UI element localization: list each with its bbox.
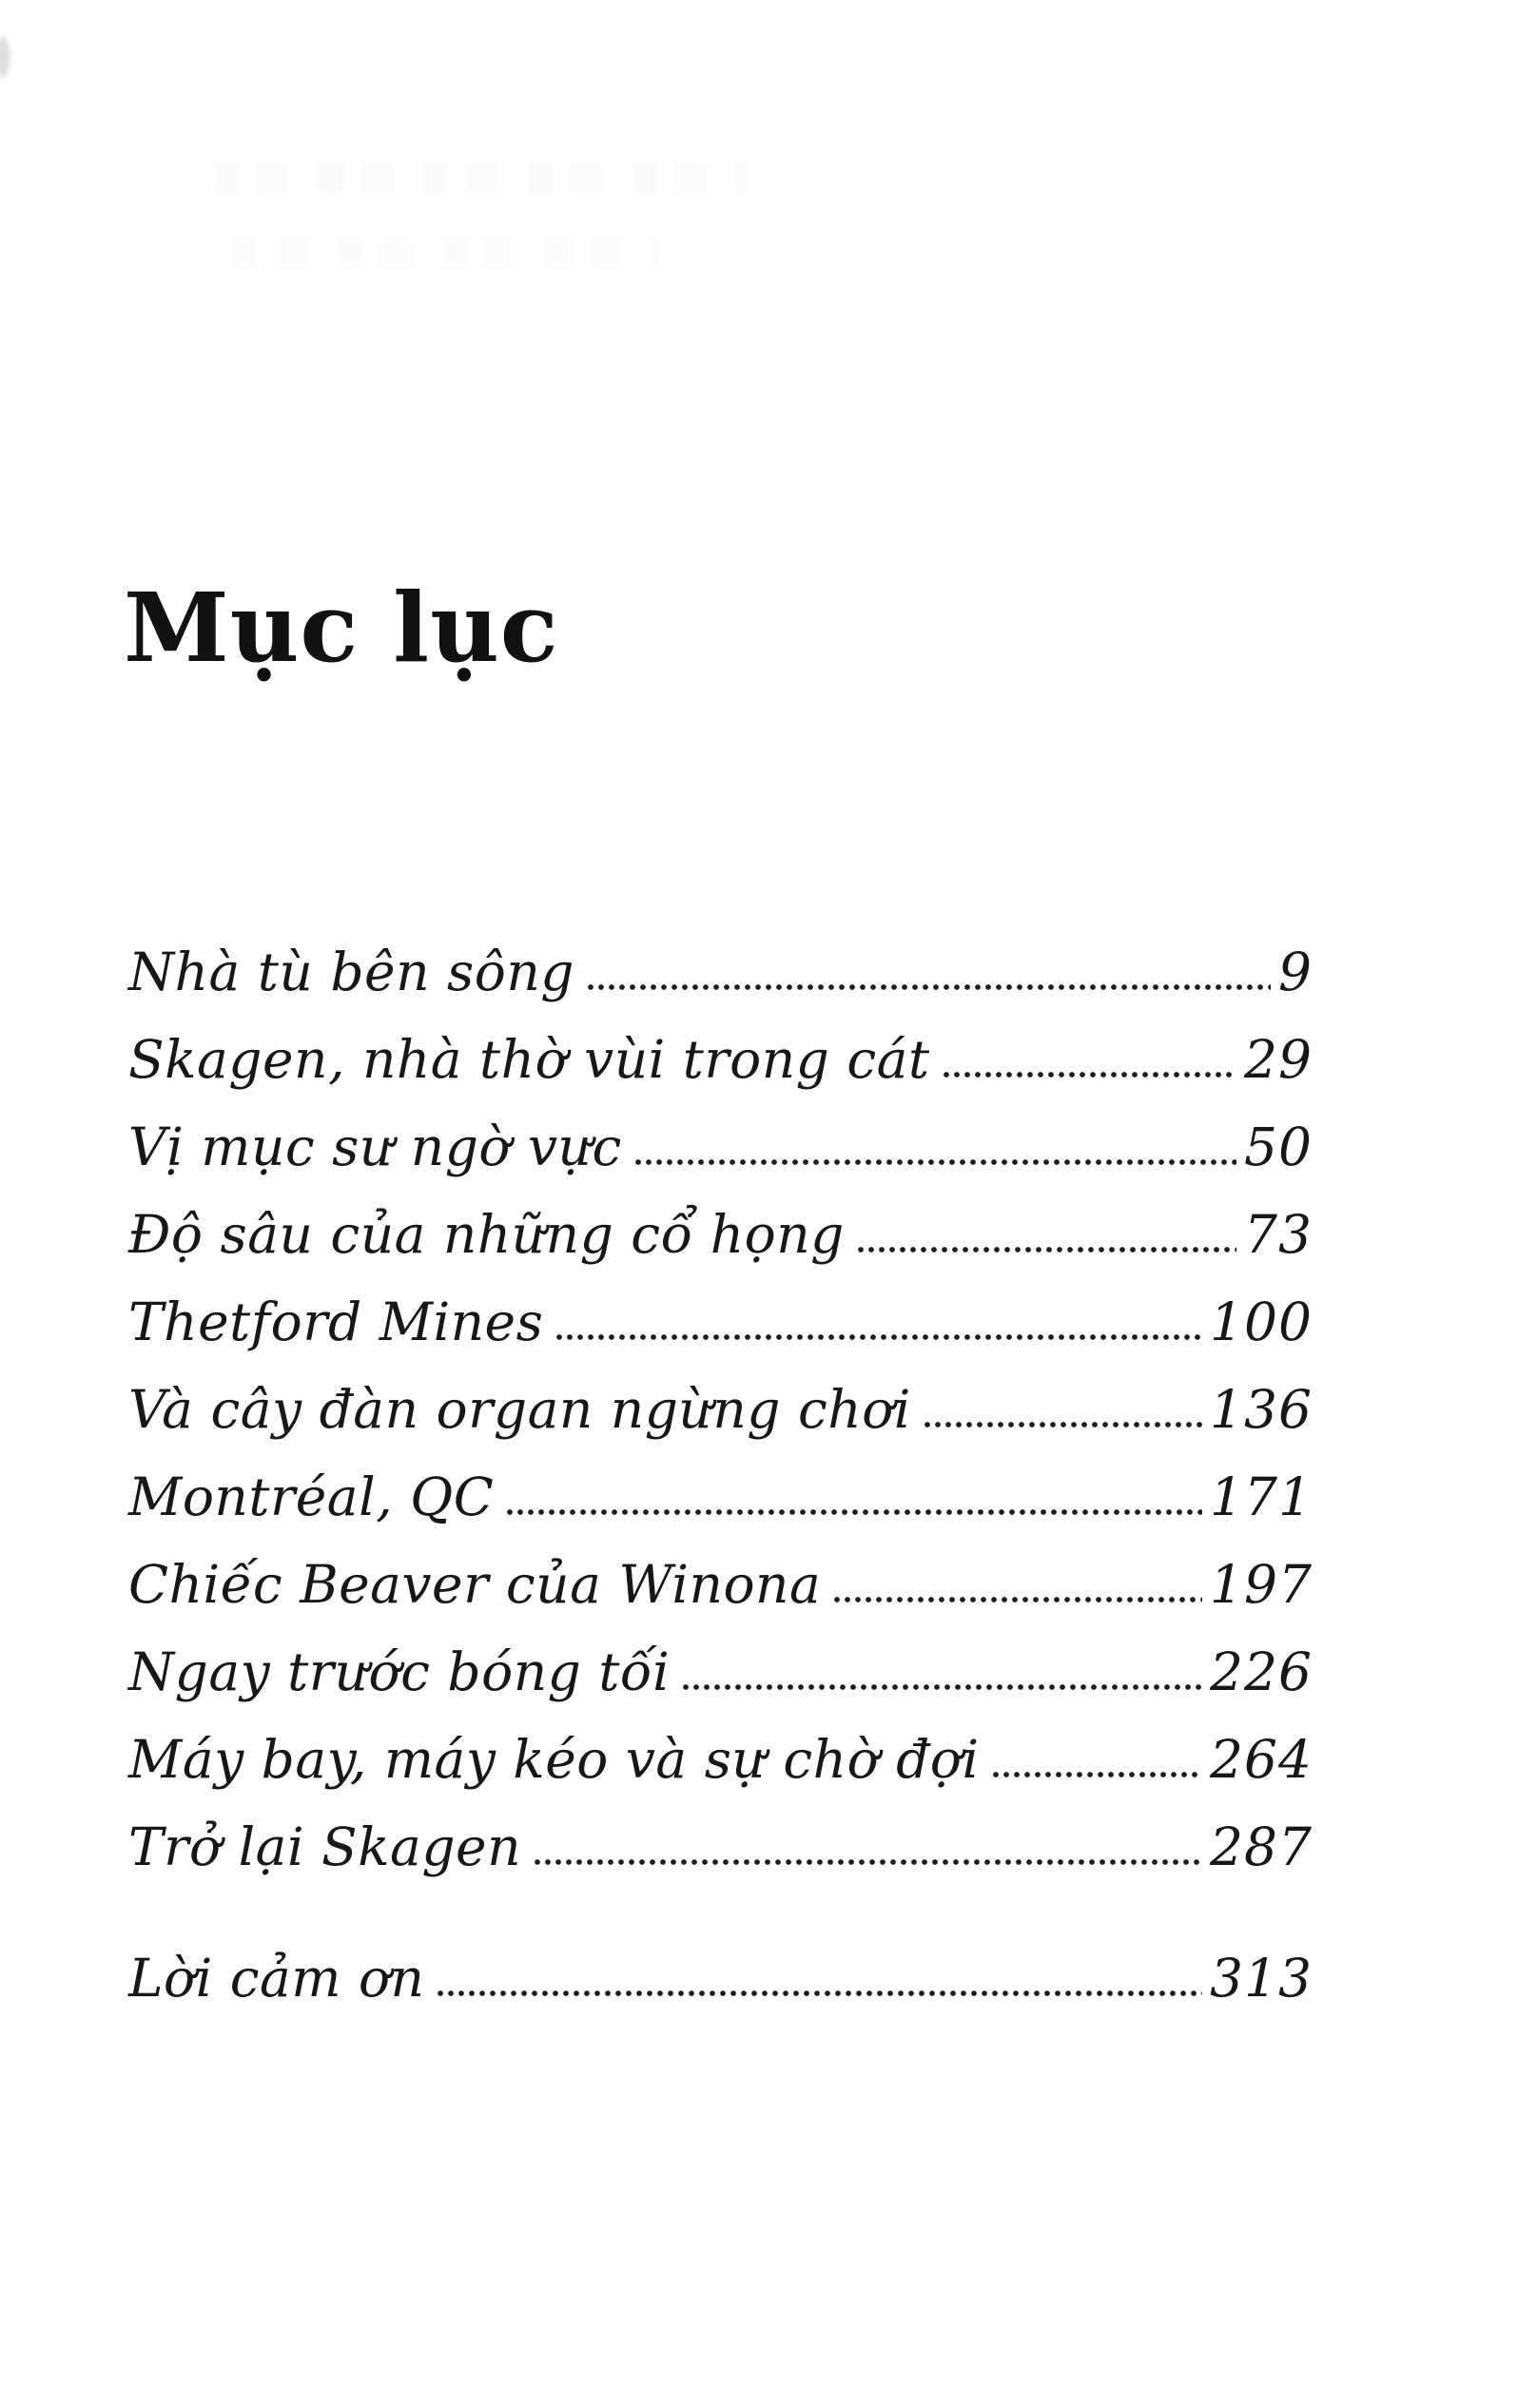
toc-entry-page-number: 171 xyxy=(1210,1466,1313,1527)
toc-entry xyxy=(128,1103,1313,1191)
dot-leader xyxy=(438,1954,1202,1996)
dot-leader xyxy=(858,1211,1236,1253)
toc-entry xyxy=(128,1541,1313,1628)
toc-entry-title: Nhà tù bên sông xyxy=(128,942,574,1002)
toc-entry xyxy=(128,1716,1313,1803)
bleed-through-line xyxy=(233,236,659,268)
toc-entry-page-number: 73 xyxy=(1244,1204,1313,1265)
toc-entry xyxy=(128,1628,1313,1716)
toc-entry-page-number: 136 xyxy=(1210,1379,1313,1440)
toc-entry-title: Chiếc Beaver của Winona xyxy=(128,1554,822,1615)
toc-entry-page-number: 226 xyxy=(1210,1641,1313,1702)
dot-leader xyxy=(588,948,1271,990)
toc-entry-title: Và cây đàn organ ngừng chơi xyxy=(128,1379,911,1440)
toc-entry-title: Máy bay, máy kéo và sự chờ đợi xyxy=(128,1729,980,1790)
toc-entry-title: Montréal, QC xyxy=(128,1466,495,1527)
page-title: Mục lục xyxy=(124,572,559,684)
toc-entry xyxy=(128,1934,1313,2022)
dot-leader xyxy=(834,1561,1202,1602)
toc-entry-page-number: 287 xyxy=(1210,1816,1313,1877)
dot-leader xyxy=(944,1036,1236,1078)
toc-entry-page-number: 313 xyxy=(1210,1948,1313,2009)
page-bleed-through-artifact xyxy=(214,162,747,295)
toc-entry-title: Lời cảm ơn xyxy=(128,1948,425,2009)
toc-entry-page-number: 197 xyxy=(1210,1554,1313,1615)
toc-entry-page-number: 264 xyxy=(1210,1729,1313,1790)
toc-entry-page-number: 50 xyxy=(1244,1117,1313,1177)
toc-entry-title: Trở lại Skagen xyxy=(128,1816,522,1877)
toc-entry xyxy=(128,1278,1313,1366)
toc-entry-page-number: 100 xyxy=(1210,1291,1313,1352)
toc-entry-title: Vị mục sư ngờ vực xyxy=(128,1117,622,1177)
toc-entry xyxy=(128,1191,1313,1278)
toc-entry-title: Ngay trước bóng tối xyxy=(128,1641,671,1702)
toc-entry-page-number: 9 xyxy=(1278,942,1313,1002)
toc-entry xyxy=(128,928,1313,1016)
scan-edge-artifact xyxy=(0,36,10,78)
dot-leader xyxy=(507,1473,1202,1515)
toc-entry-title: Skagen, nhà thờ vùi trong cát xyxy=(128,1029,930,1090)
dot-leader xyxy=(993,1736,1202,1777)
toc-entry-title: Độ sâu của những cổ họng xyxy=(128,1204,845,1265)
toc-entry xyxy=(128,1803,1313,1891)
dot-leader xyxy=(556,1298,1202,1340)
toc-list xyxy=(128,928,1313,2022)
toc-entry-title: Thetford Mines xyxy=(128,1291,544,1352)
toc-entry xyxy=(128,1366,1313,1453)
dot-leader xyxy=(683,1648,1202,1690)
toc-entry xyxy=(128,1016,1313,1103)
dot-leader xyxy=(635,1123,1236,1165)
dot-leader xyxy=(535,1823,1202,1865)
bleed-through-line xyxy=(214,162,747,194)
dot-leader xyxy=(924,1386,1202,1427)
toc-entry xyxy=(128,1453,1313,1541)
toc-entry-page-number: 29 xyxy=(1244,1029,1313,1090)
